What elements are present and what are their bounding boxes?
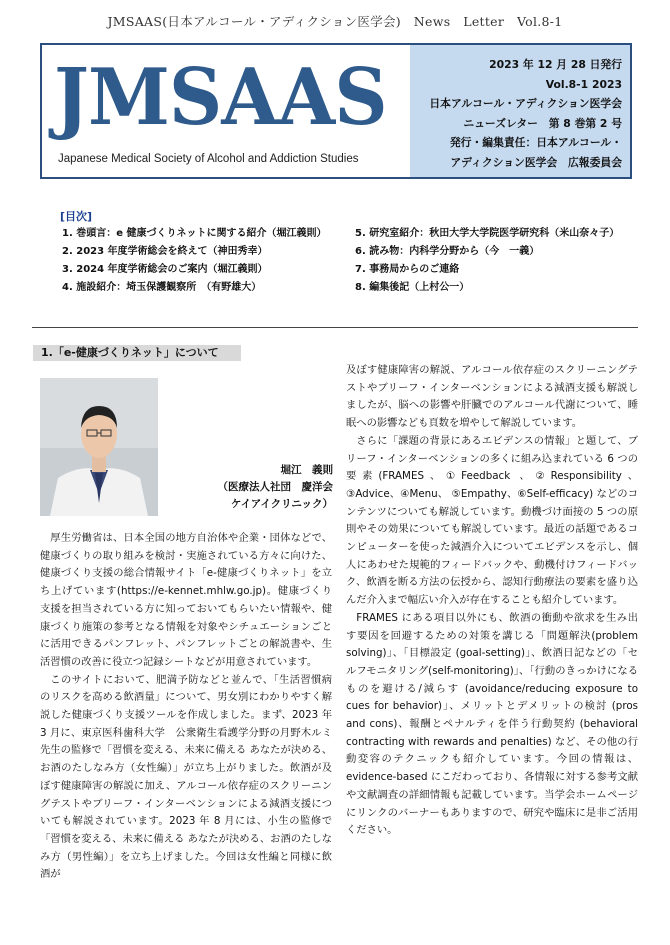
masthead-logo-area	[42, 45, 410, 177]
pub-issue: ニューズレター 第 8 巻第 2 号	[463, 116, 622, 130]
toc-item[interactable]: 6. 読み物：内科学分野から（今 一義）	[355, 246, 540, 257]
toc-item[interactable]: 2. 2023 年度学術総会を終えて（神田秀幸）	[62, 246, 268, 257]
pub-editor-1: 発行・編集責任：日本アルコール・	[449, 136, 622, 149]
jmsaas-logo: JMSAAS	[54, 52, 387, 143]
toc-item[interactable]: 5. 研究室紹介：秋田大学大学院医学研究科（米山奈々子）	[355, 228, 620, 239]
author-affiliation: （医療法人社団 慶洋会	[217, 481, 333, 493]
publication-info	[429, 55, 622, 172]
masthead-banner	[40, 43, 632, 179]
toc-left-column	[62, 225, 327, 297]
toc-item[interactable]: 1. 巻頭言：e 健康づくりネットに関する紹介（堀江義則）	[62, 228, 327, 239]
toc-right-column	[355, 225, 619, 297]
toc-item[interactable]: 4. 施設紹介：埼玉保護観察所 （有野雄大）	[62, 282, 262, 293]
article-paragraph: 及ぼす健康障害の解説、アルコール依存症のスクリーニングテストやブリーフ・インターベンションによる減酒支援も解説しましたが、脳への影響や肝臓でのアルコール代謝について、睡眠への影響なども頁数を増やして解説しています。	[346, 364, 638, 430]
pub-society: 日本アルコール・アディクション医学会	[429, 97, 622, 110]
pub-editor-2: アディクション医学会 広報委員会	[450, 155, 622, 169]
section-divider	[32, 327, 638, 328]
article-left-column	[40, 530, 332, 884]
author-block	[175, 462, 333, 513]
article-right-column	[346, 362, 638, 840]
article-paragraph: 厚生労働省は、日本全国の地方自治体や企業・団体などで、健康づくりの取り組みを検討・実施されている方々に向けた、健康づくり支援の総合情報サイト「e-健康づくりネット」を立ち上げています(https://e-kennet.mhlw.go.jp)。健康づくり支援を担当されている方に知っておいてもらいたい情報や、健康づくり施策の参考となる情報を対象やシチュエーションごとに活用できるパンフレット、パンフレットごとの解説書や、生活習慣の改善に役立つ記録シートなどが用意されています。	[40, 532, 332, 668]
toc-item[interactable]: 7. 事務局からのご連絡	[355, 264, 460, 275]
article-paragraph: このサイトにおいて、肥満予防などと並んで、「生活習慣病のリスクを高める飲酒量」について、男女別にわかりやすく解説した健康づくり支援ツールを作成しました。まず、2023 年 3 月に、東京医科歯科大学 公衆衛生看護学分野の月野木ルミ先生の監修で「習慣を変える、未来に備える あなたが決める、お酒のたしなみ方（女性編）」が立ち上がりました。飲酒が及ぼす健康障害の解説に加え、アルコール依存症のスクリーニングテストやブリーフ・インターベンションによる減酒支援についても解説されています。2023 年 8 月には、小生の監修で「習慣を変える、未来に備える あなたが決める、お酒のたしなみ方（男性編）」を立ち上げました。今回は女性編と同様に飲酒が	[40, 673, 332, 881]
pub-volume: Vol.8-1 2023	[545, 77, 622, 91]
toc-item[interactable]: 3. 2024 年度学術総会のご案内（堀江義則）	[62, 264, 268, 275]
article-paragraph: FRAMES にある項目以外にも、飲酒の衝動や欲求を生み出す要因を回避するための対策を講じる「問題解決(problem solving)」、「目標設定 (goal-setting)」、飲酒日記などの「セルフモニタリング(self-monitoring)」、「行動のきっかけになるものを避ける/減らす (avoidance/reducing exposure to cues for behavior)」、メリットとデメリットの検討 (pros and cons)、報酬とペナルティを伴う行動契約 (behavioral contracting with rewards and penalties) など、その他の行動変容のテクニックも紹介しています。今回の情報は、evidence-based にこだわっており、各情報に対する参考文献や文献調査の詳細情報も記載しています。当学会ホームページにリンクのバーナーもありますので、研究や臨床に是非ご活用ください。	[346, 611, 638, 837]
author-photo	[40, 378, 158, 516]
pub-date: 2023 年 12 月 28 日発行	[489, 58, 622, 71]
author-name: 堀江 義則	[280, 464, 333, 476]
newsletter-header-line: JMSAAS(日本アルコール・アディクション医学会) News Letter Vol.8-1	[107, 14, 563, 29]
society-english-name: Japanese Medical Society of Alcohol and Addiction Studies	[58, 153, 359, 165]
toc-title: [目次]	[60, 210, 93, 223]
article-heading: 1.「e-健康づくりネット」について	[33, 345, 241, 361]
author-clinic: ケイアイクリニック）	[230, 498, 333, 510]
article-paragraph: さらに「課題の背景にあるエビデンスの情報」と題して、ブリーフ・インターベンションの多くに組み込まれている 6 つの要素(FRAMES、①Feedback 、②Responsibility、③Advice、④Menu、 ⑤Empathy、⑥Self-efficacy) などのコンテンツについても解説しています。動機づけ面接の 5 つの原則やその効果についても解説しています。最近の話題であるコンピューターを使った減酒介入についてエビデンスを示し、個人にあわせた規範的フィードバックや、動機付けフィードバック、飲酒を断る方法の伝授から、認知行動療法の要素を盛り込んだ介入まで幅広い介入が存在することも紹介しています。	[346, 434, 638, 607]
author-portrait-icon	[40, 378, 158, 516]
toc-item[interactable]: 8. 編集後記（上村公一）	[355, 282, 470, 293]
publication-info-panel	[410, 45, 630, 177]
